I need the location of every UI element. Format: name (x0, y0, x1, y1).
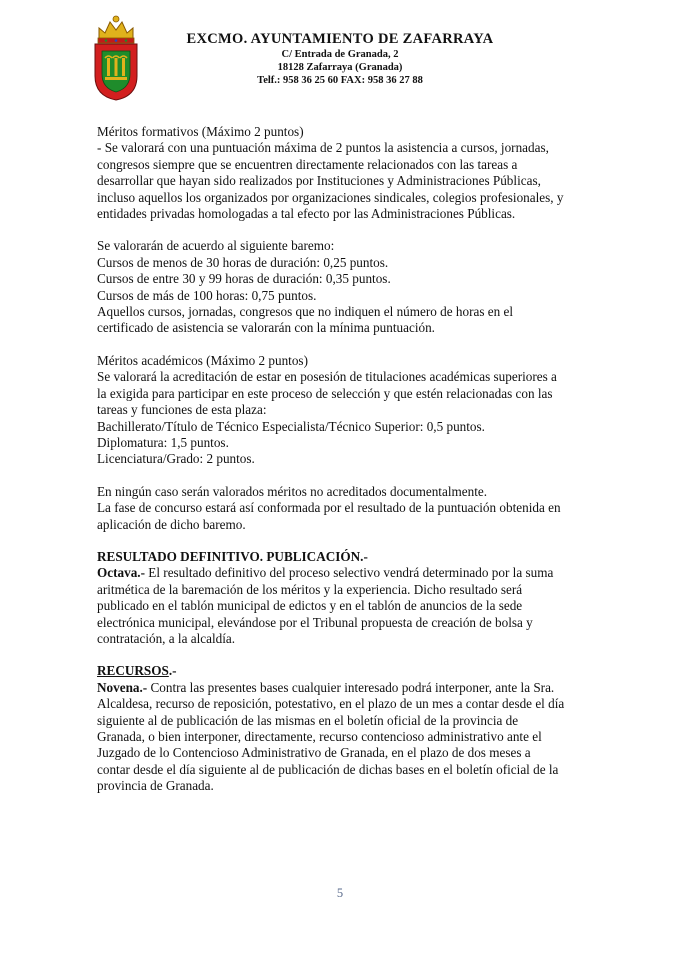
section-title (97, 663, 597, 679)
clause-text: El resultado definitivo del proceso selectivo vendrá determinado por la suma (144, 565, 554, 581)
letterhead (170, 30, 510, 87)
text-line: Cursos de más de 100 horas: 0,75 puntos. (97, 287, 317, 303)
text-line: entidades privadas homologadas a tal efecto por las Administraciones Públicas. (97, 206, 516, 222)
section-resultado (97, 549, 597, 647)
text-line: Licenciatura/Grado: 2 puntos. (97, 451, 255, 467)
text-line: Diplomatura: 1,5 puntos. (97, 434, 229, 450)
text-line: electrónica municipal, elevándose por el Tribunal propuesta de creación de bolsa y (97, 614, 533, 630)
text-line: - Se valorará con una puntuación máxima de 2 puntos la asistencia a cursos, jornadas, (97, 140, 549, 156)
text-line: tareas y funciones de esta plaza: (97, 402, 267, 418)
phone-fax-line: Telf.: 958 36 25 60 FAX: 958 36 27 88 (257, 75, 423, 86)
title-suffix: .- (168, 663, 177, 679)
text-line: provincia de Granada. (97, 778, 214, 794)
text-line (97, 680, 597, 696)
address-line-1: C/ Entrada de Granada, 2 (281, 49, 399, 60)
text-line: Se valorarán de acuerdo al siguiente baremo: (97, 238, 335, 254)
text-line (97, 565, 597, 581)
text-line: Alcaldesa, recurso de reposición, potestativo, en el plazo de un mes a contar desde el día (97, 696, 565, 712)
clause-lead: Novena.- (97, 679, 148, 695)
text-line: publicado en el tablón municipal de edictos y en el tablón de anuncios de la sede (97, 598, 523, 614)
title-text: RECURSOS (97, 663, 169, 679)
address-line-2: 18128 Zafarraya (Granada) (277, 62, 403, 73)
section-heading: Méritos académicos (Máximo 2 puntos) (97, 352, 308, 368)
section-baremo (97, 238, 597, 336)
section-concurso (97, 484, 597, 533)
section-recursos (97, 663, 597, 794)
section-meritos-academicos (97, 353, 597, 468)
text-line: aplicación de dicho baremo. (97, 516, 246, 532)
text-line: contratación, a la alcaldía. (97, 630, 236, 646)
text-line: aritmética de la baremación de los méritos y la experiencia. Dicho resultado será (97, 581, 523, 597)
text-line: siguiente al de publicación de las mismas en el boletín oficial de la provincia de (97, 712, 519, 728)
text-line: congresos siempre que se encuentren directamente relacionados con las tareas a (97, 156, 518, 172)
page-number: 5 (336, 886, 344, 900)
text-line: la exigida para participar en este proceso de selección y que estén relacionadas con las (97, 385, 553, 401)
organization-name: EXCMO. AYUNTAMIENTO DE ZAFARRAYA (186, 31, 494, 47)
document-body (97, 124, 597, 795)
text-line: incluso aquellos los organizados por organizaciones sindicales, colegios profesionales, y (97, 189, 564, 205)
clause-lead: Octava.- (97, 565, 145, 581)
text-line: La fase de concurso estará así conformada por el resultado de la puntuación obtenida en (97, 500, 561, 516)
text-line: Cursos de entre 30 y 99 horas de duración: 0,35 puntos. (97, 271, 391, 287)
text-line: Cursos de menos de 30 horas de duración: 0,25 puntos. (97, 254, 389, 270)
title-text: RESULTADO DEFINITIVO. PUBLICACIÓN. (97, 548, 364, 564)
text-line: Granada, o bien interponer, directamente, recurso contencioso administrativo ante el (97, 729, 542, 744)
text-line: Juzgado de lo Contencioso Administrativo de Granada, en el plazo de dos meses a (97, 745, 531, 761)
text-line: Se valorará la acreditación de estar en posesión de titulaciones académicas superiores a (97, 369, 557, 385)
section-heading: Méritos formativos (Máximo 2 puntos) (97, 124, 304, 139)
text-line: certificado de asistencia se valorarán con la mínima puntuación. (97, 320, 435, 336)
text-line: En ningún caso serán valorados méritos no acreditados documentalmente. (97, 483, 488, 499)
section-title (97, 549, 597, 565)
text-line: Bachillerato/Título de Técnico Especialista/Técnico Superior: 0,5 puntos. (97, 418, 485, 434)
clause-text: Contra las presentes bases cualquier interesado podrá interponer, ante la Sra. (147, 679, 555, 695)
text-line: desarrollar que hayan sido realizados por Instituciones y Administraciones Públicas, (97, 173, 541, 189)
municipal-coat-of-arms-icon (93, 14, 139, 102)
text-line: Aquellos cursos, jornadas, congresos que no indiquen el número de horas en el (97, 304, 514, 320)
title-suffix: - (363, 548, 368, 564)
section-meritos-formativos (97, 124, 597, 222)
text-line: contar desde el día siguiente al de publicación de dichas bases en el boletín oficial de la (97, 761, 559, 777)
